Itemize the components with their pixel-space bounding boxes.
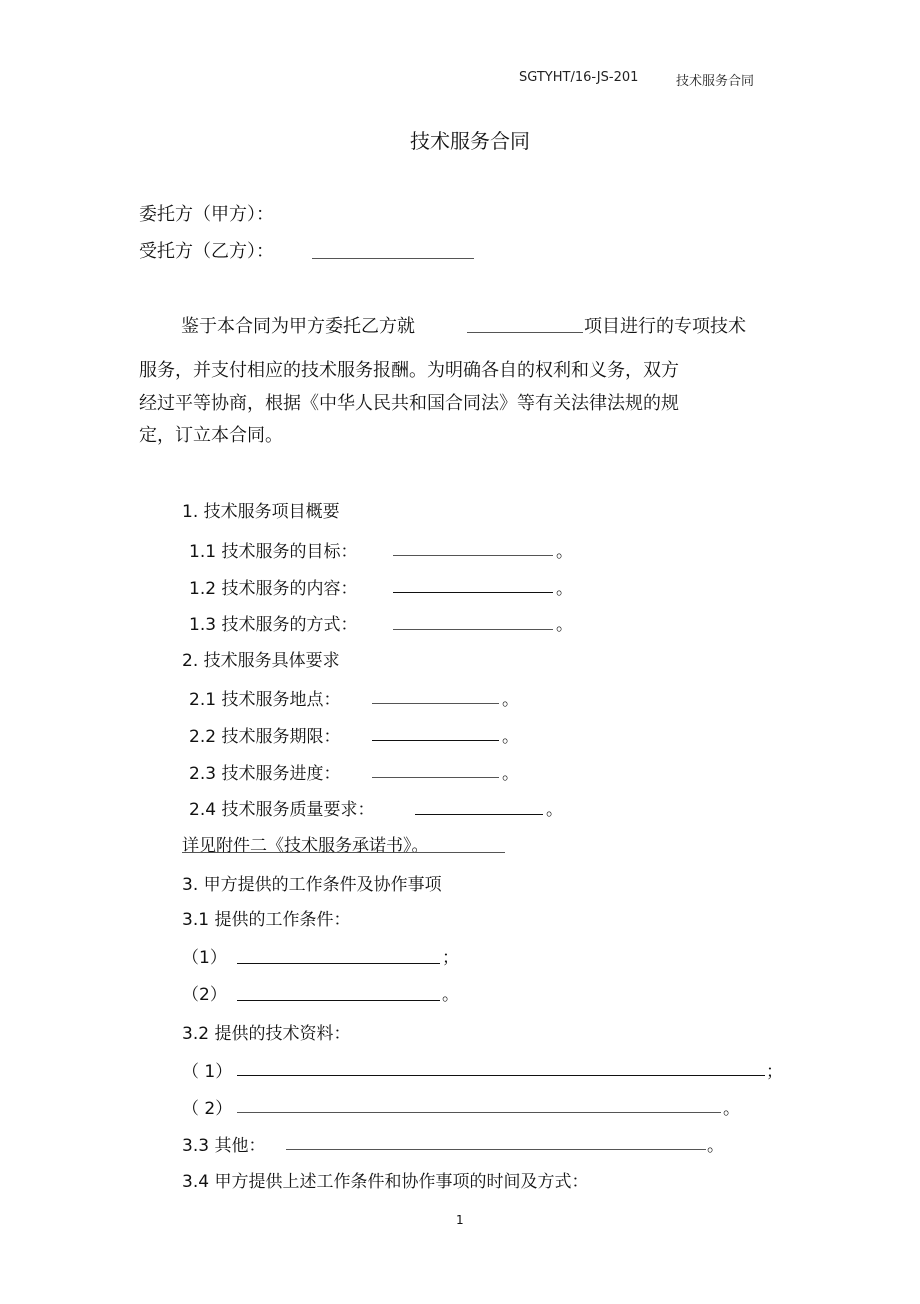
sub-3-2-item2-blank — [237, 1112, 721, 1113]
sub-3-3-label: 3.3 其他： — [182, 1136, 266, 1156]
party-b-blank — [312, 258, 474, 259]
page-number: 1 — [456, 1213, 464, 1227]
item-2-3-period: 。 — [502, 764, 519, 784]
sub-3-1-item2-blank — [237, 1000, 440, 1001]
item-2-2-blank — [372, 740, 499, 741]
sub-3-1-item1-label: （1） — [182, 948, 227, 968]
item-2-2-period: 。 — [502, 727, 519, 747]
preamble-line1-b: 项目进行的专项技术 — [584, 316, 746, 337]
party-b-label: 受托方（乙方）： — [139, 241, 274, 262]
item-2-1-period: 。 — [502, 690, 519, 710]
sub-3-2-item1-label: （ 1） — [182, 1062, 233, 1082]
header-doc-name: 技术服务合同 — [676, 74, 755, 89]
item-2-1-blank — [372, 703, 499, 704]
item-1-3-period: 。 — [556, 615, 573, 635]
sub-3-3-blank — [286, 1149, 706, 1150]
section3-heading: 3. 甲方提供的工作条件及协作事项 — [182, 875, 442, 895]
sub-3-2-item1-blank — [237, 1075, 765, 1076]
sub-3-1-label: 3.1 提供的工作条件： — [182, 910, 351, 930]
section2-heading: 2. 技术服务具体要求 — [182, 651, 340, 671]
sub-3-2-item2-label: （ 2） — [182, 1099, 233, 1119]
sub-3-2-item1-semicolon: ； — [766, 1062, 783, 1082]
appendix-note: 详见附件二《技术服务承诺书》。 — [182, 836, 429, 856]
item-1-1-blank — [393, 555, 553, 556]
doc-code: SGTYHT/16-JS-201 — [519, 70, 639, 85]
sub-3-2-item2-period: 。 — [723, 1099, 740, 1119]
item-1-1-period: 。 — [556, 542, 573, 562]
item-2-2-label: 2.2 技术服务期限： — [189, 727, 341, 747]
sub-3-3-period: 。 — [707, 1136, 724, 1156]
sub-3-4-label: 3.4 甲方提供上述工作条件和协作事项的时间及方式： — [182, 1172, 589, 1192]
party-a-label: 委托方（甲方）： — [139, 204, 274, 225]
section1-heading: 1. 技术服务项目概要 — [182, 502, 340, 522]
preamble-line3: 经过平等协商，根据《中华人民共和国合同法》等有关法律法规的规 — [139, 393, 679, 414]
item-1-1-label: 1.1 技术服务的目标： — [189, 542, 358, 562]
sub-3-1-item1-blank — [237, 963, 440, 964]
item-2-4-label: 2.4 技术服务质量要求： — [189, 800, 375, 820]
sub-3-1-item2-label: （2） — [182, 985, 227, 1005]
item-2-1-label: 2.1 技术服务地点： — [189, 690, 341, 710]
item-2-4-blank — [415, 814, 543, 815]
page-title: 技术服务合同 — [410, 129, 530, 153]
sub-3-2-label: 3.2 提供的技术资料： — [182, 1024, 351, 1044]
item-1-2-blank — [393, 592, 553, 593]
project-name-blank — [467, 332, 583, 333]
sub-3-1-item2-period: 。 — [442, 985, 459, 1005]
item-1-2-label: 1.2 技术服务的内容： — [189, 579, 358, 599]
item-1-3-label: 1.3 技术服务的方式： — [189, 615, 358, 635]
item-2-3-blank — [372, 777, 499, 778]
item-2-4-period: 。 — [546, 800, 563, 820]
preamble-line4: 定，订立本合同。 — [139, 425, 283, 446]
item-1-2-period: 。 — [556, 579, 573, 599]
item-2-3-label: 2.3 技术服务进度： — [189, 764, 341, 784]
preamble-line2: 服务，并支付相应的技术服务报酬。为明确各自的权利和义务，双方 — [139, 360, 679, 381]
preamble-line1-a: 鉴于本合同为甲方委托乙方就 — [181, 316, 415, 337]
item-1-3-blank — [393, 629, 553, 630]
sub-3-1-item1-semicolon: ； — [442, 948, 459, 968]
appendix-note-underline — [182, 852, 505, 853]
